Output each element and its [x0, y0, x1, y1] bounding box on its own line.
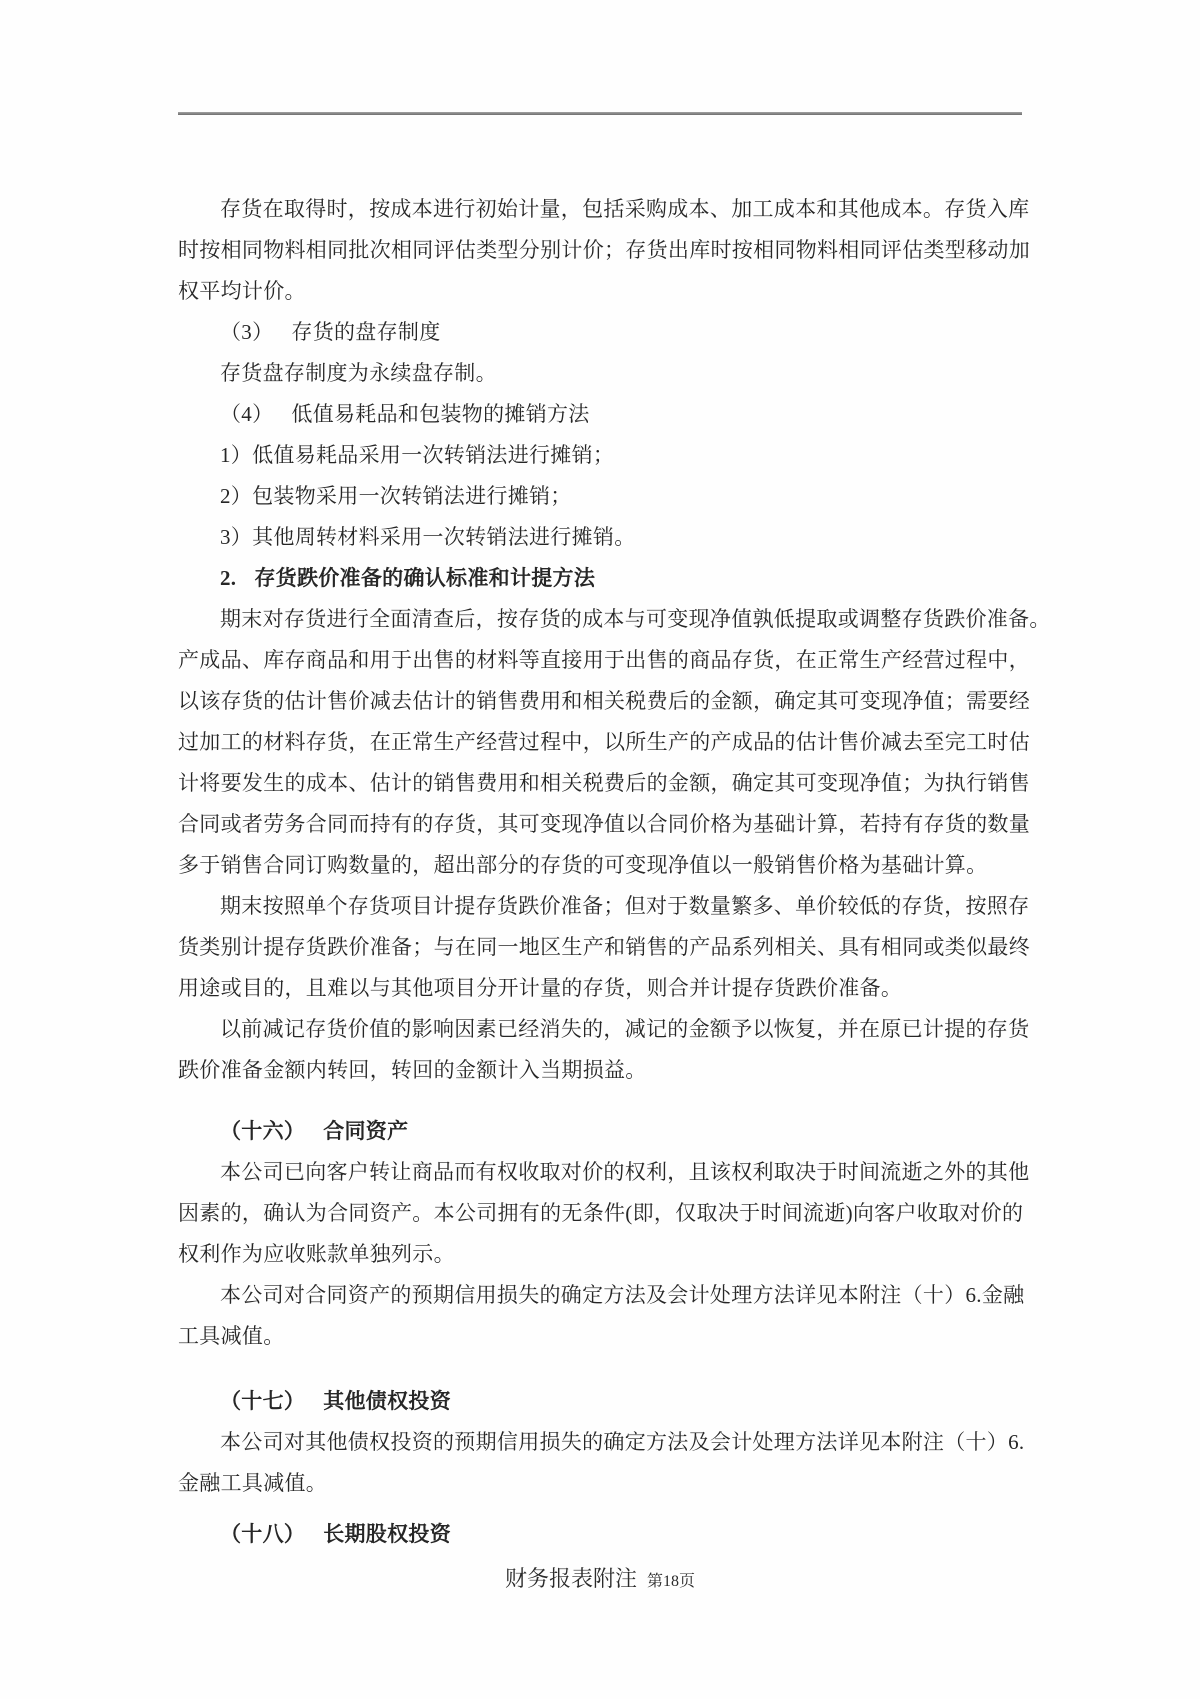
heading-number: （3） [220, 320, 274, 344]
paragraph-line: 合同或者劳务合同而持有的存货，其可变现净值以合同价格为基础计算，若持有存货的数量 [178, 812, 1030, 836]
section-heading [178, 1111, 1022, 1152]
heading-title: 长期股权投资 [323, 1522, 452, 1546]
header-rule [178, 112, 1022, 115]
paragraph-line: 过加工的材料存货，在正常生产经营过程中，以所生产的产成品的估计售价减去至完工时估 [178, 730, 1030, 754]
heading-title: 低值易耗品和包装物的摊销方法 [291, 402, 590, 426]
paragraph-line: 货类别计提存货跌价准备；与在同一地区生产和销售的产品系列相关、具有相同或类似最终 [178, 935, 1030, 959]
list-item-line: 2）包装物采用一次转销法进行摊销； [220, 484, 572, 508]
heading-number: （十七） [220, 1389, 306, 1413]
heading-number: （十六） [220, 1119, 306, 1143]
section-heading [178, 1514, 1022, 1555]
list-item-line: 1）低值易耗品采用一次转销法进行摊销； [220, 443, 615, 467]
paragraph-line: 存货盘存制度为永续盘存制。 [220, 361, 497, 385]
paragraph-line: 工具减值。 [178, 1324, 285, 1348]
paragraph-line: 用途或目的，且难以与其他项目分开计量的存货，则合并计提存货跌价准备。 [178, 976, 903, 1000]
paragraph-line: 权平均计价。 [178, 279, 306, 303]
paragraph-line: 存货在取得时，按成本进行初始计量，包括采购成本、加工成本和其他成本。存货入库 [220, 197, 1030, 221]
paragraph-line: 因素的，确认为合同资产。本公司拥有的无条件(即，仅取决于时间流逝)向客户收取对价的 [178, 1201, 1024, 1225]
paragraph-line: 多于销售合同订购数量的，超出部分的存货的可变现净值以一般销售价格为基础计算。 [178, 853, 988, 877]
heading-title: 其他债权投资 [323, 1389, 452, 1413]
heading-number: 2. [220, 566, 237, 590]
heading-title: 存货跌价准备的确认标准和计提方法 [254, 566, 596, 590]
paragraph-line: 期末对存货进行全面清查后，按存货的成本与可变现净值孰低提取或调整存货跌价准备。 [220, 607, 1051, 631]
paragraph-line: 时按相同物料相同批次相同评估类型分别计价；存货出库时按相同物料相同评估类型移动加 [178, 238, 1030, 262]
paragraph-line: 跌价准备金额内转回，转回的金额计入当期损益。 [178, 1058, 647, 1082]
paragraph-line: 产成品、库存商品和用于出售的材料等直接用于出售的商品存货，在正常生产经营过程中， [178, 648, 1030, 672]
footer-title: 财务报表附注 [504, 1566, 637, 1591]
footer-page-number: 第18页 [647, 1573, 696, 1590]
list-item-line: 3）其他周转材料采用一次转销法进行摊销。 [220, 525, 636, 549]
document-body [178, 189, 1051, 1555]
paragraph-line: 权利作为应收账款单独列示。 [178, 1242, 455, 1266]
heading-number: （4） [220, 402, 274, 426]
paragraph-line: 本公司已向客户转让商品而有权收取对价的权利，且该权利取决于时间流逝之外的其他 [220, 1160, 1030, 1184]
page-footer [0, 1564, 1200, 1597]
section-heading [178, 1381, 1022, 1422]
heading-number: （十八） [220, 1522, 306, 1546]
paragraph-line: 计将要发生的成本、估计的销售费用和相关税费后的金额，确定其可变现净值；为执行销售 [178, 771, 1030, 795]
section-heading [178, 558, 1022, 599]
paragraph-line: 以前减记存货价值的影响因素已经消失的，减记的金额予以恢复，并在原已计提的存货 [220, 1017, 1030, 1041]
heading-title: 存货的盘存制度 [291, 320, 441, 344]
subsection-heading [178, 394, 1022, 435]
heading-title: 合同资产 [323, 1119, 409, 1143]
paragraph-line: 本公司对其他债权投资的预期信用损失的确定方法及会计处理方法详见本附注（十）6. [220, 1430, 1025, 1454]
subsection-heading [178, 312, 1022, 353]
paragraph-line: 以该存货的估计售价减去估计的销售费用和相关税费后的金额，确定其可变现净值；需要经 [178, 689, 1030, 713]
paragraph-line: 本公司对合同资产的预期信用损失的确定方法及会计处理方法详见本附注（十）6.金融 [220, 1283, 1025, 1307]
paragraph-line: 金融工具减值。 [178, 1471, 328, 1495]
paragraph-line: 期末按照单个存货项目计提存货跌价准备；但对于数量繁多、单价较低的存货，按照存 [220, 894, 1030, 918]
